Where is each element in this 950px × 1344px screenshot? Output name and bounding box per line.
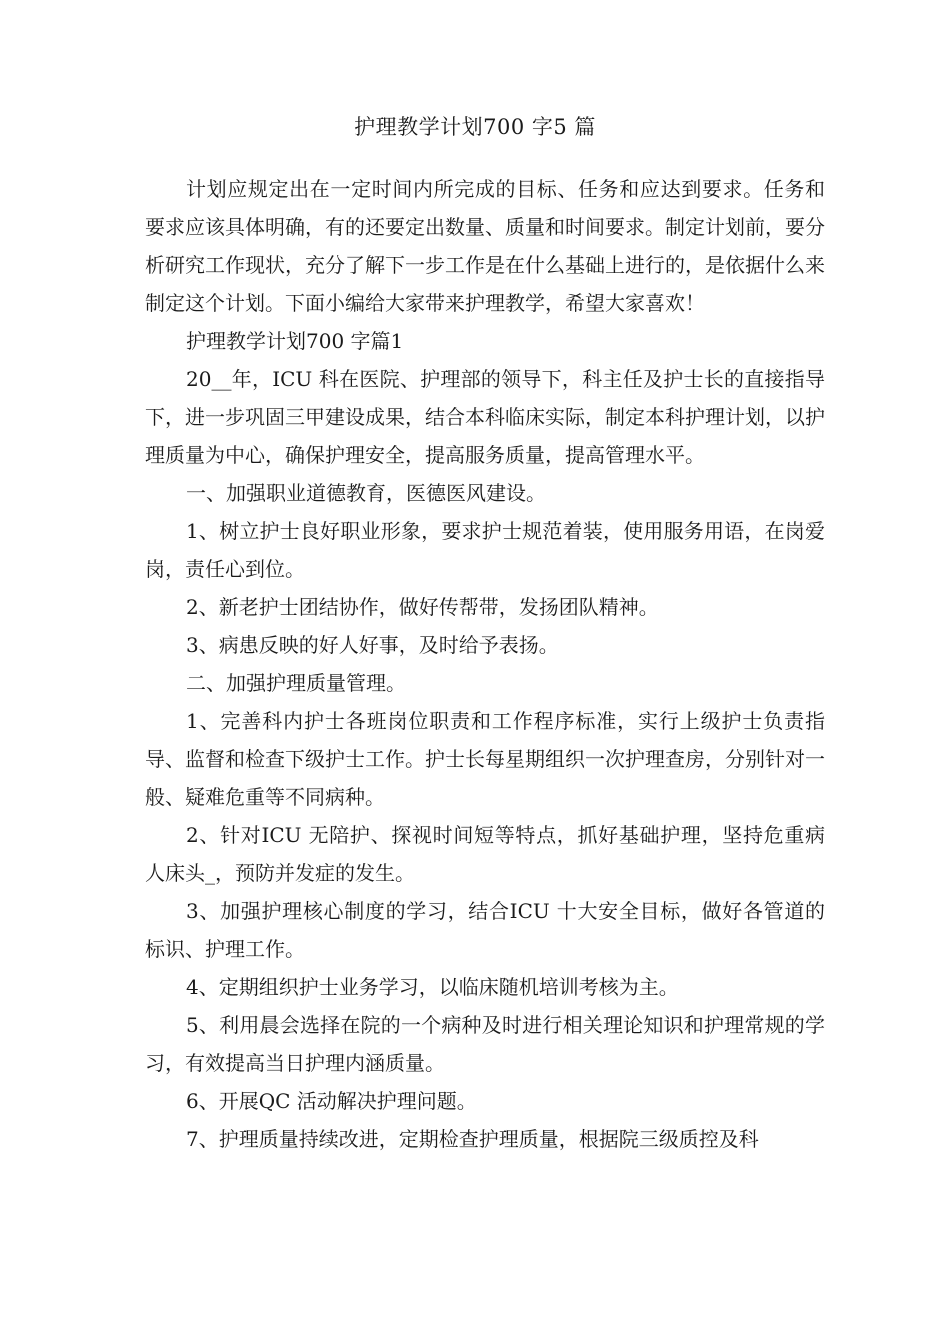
list-item: 1、完善科内护士各班岗位职责和工作程序标准，实行上级护士负责指导、监督和检查下级护士工作。护士长每星期组织一次护理查房，分别针对一般、疑难危重等不同病种。	[145, 709, 825, 809]
subsection-heading: 一、加强职业道德教育，医德医风建设。	[186, 481, 546, 505]
list-item: 1、树立护士良好职业形象，要求护士规范着装，使用服务用语，在岗爱岗，责任心到位。	[145, 519, 825, 581]
list-item: 3、病患反映的好人好事，及时给予表扬。	[186, 633, 559, 657]
list-item: 2、针对ICU 无陪护、探视时间短等特点，抓好基础护理，坚持危重病人床头_，预防并发症的发生。	[145, 823, 825, 885]
list-item: 3、加强护理核心制度的学习，结合ICU 十大安全目标，做好各管道的标识、护理工作。	[145, 899, 825, 961]
list-item: 4、定期组织护士业务学习，以临床随机培训考核为主。	[186, 975, 679, 999]
subsection-heading: 二、加强护理质量管理。	[186, 671, 406, 695]
paragraph: 20__年，ICU 科在医院、护理部的领导下，科主任及护士长的直接指导下，进一步巩固三甲建设成果，结合本科临床实际，制定本科护理计划，以护理质量为中心，确保护理安全，提高服务质量，提高管理水平。	[145, 367, 825, 467]
section-heading: 护理教学计划700 字篇1	[186, 329, 404, 353]
list-item: 6、开展QC 活动解决护理问题。	[186, 1089, 477, 1113]
document-body	[145, 170, 825, 1158]
intro-paragraph: 计划应规定出在一定时间内所完成的目标、任务和应达到要求。任务和要求应该具体明确，有的还要定出数量、质量和时间要求。制定计划前，要分析研究工作现状，充分了解下一步工作是在什么基础上进行的，是依据什么来制定这个计划。下面小编给大家带来护理教学，希望大家喜欢！	[145, 177, 825, 315]
list-item: 2、新老护士团结协作，做好传帮带，发扬团队精神。	[186, 595, 659, 619]
list-item: 5、利用晨会选择在院的一个病种及时进行相关理论知识和护理常规的学习，有效提高当日护理内涵质量。	[145, 1013, 825, 1075]
document-title: 护理教学计划700 字5 篇	[354, 115, 596, 139]
list-item: 7、护理质量持续改进，定期检查护理质量，根据院三级质控及科	[186, 1127, 759, 1151]
